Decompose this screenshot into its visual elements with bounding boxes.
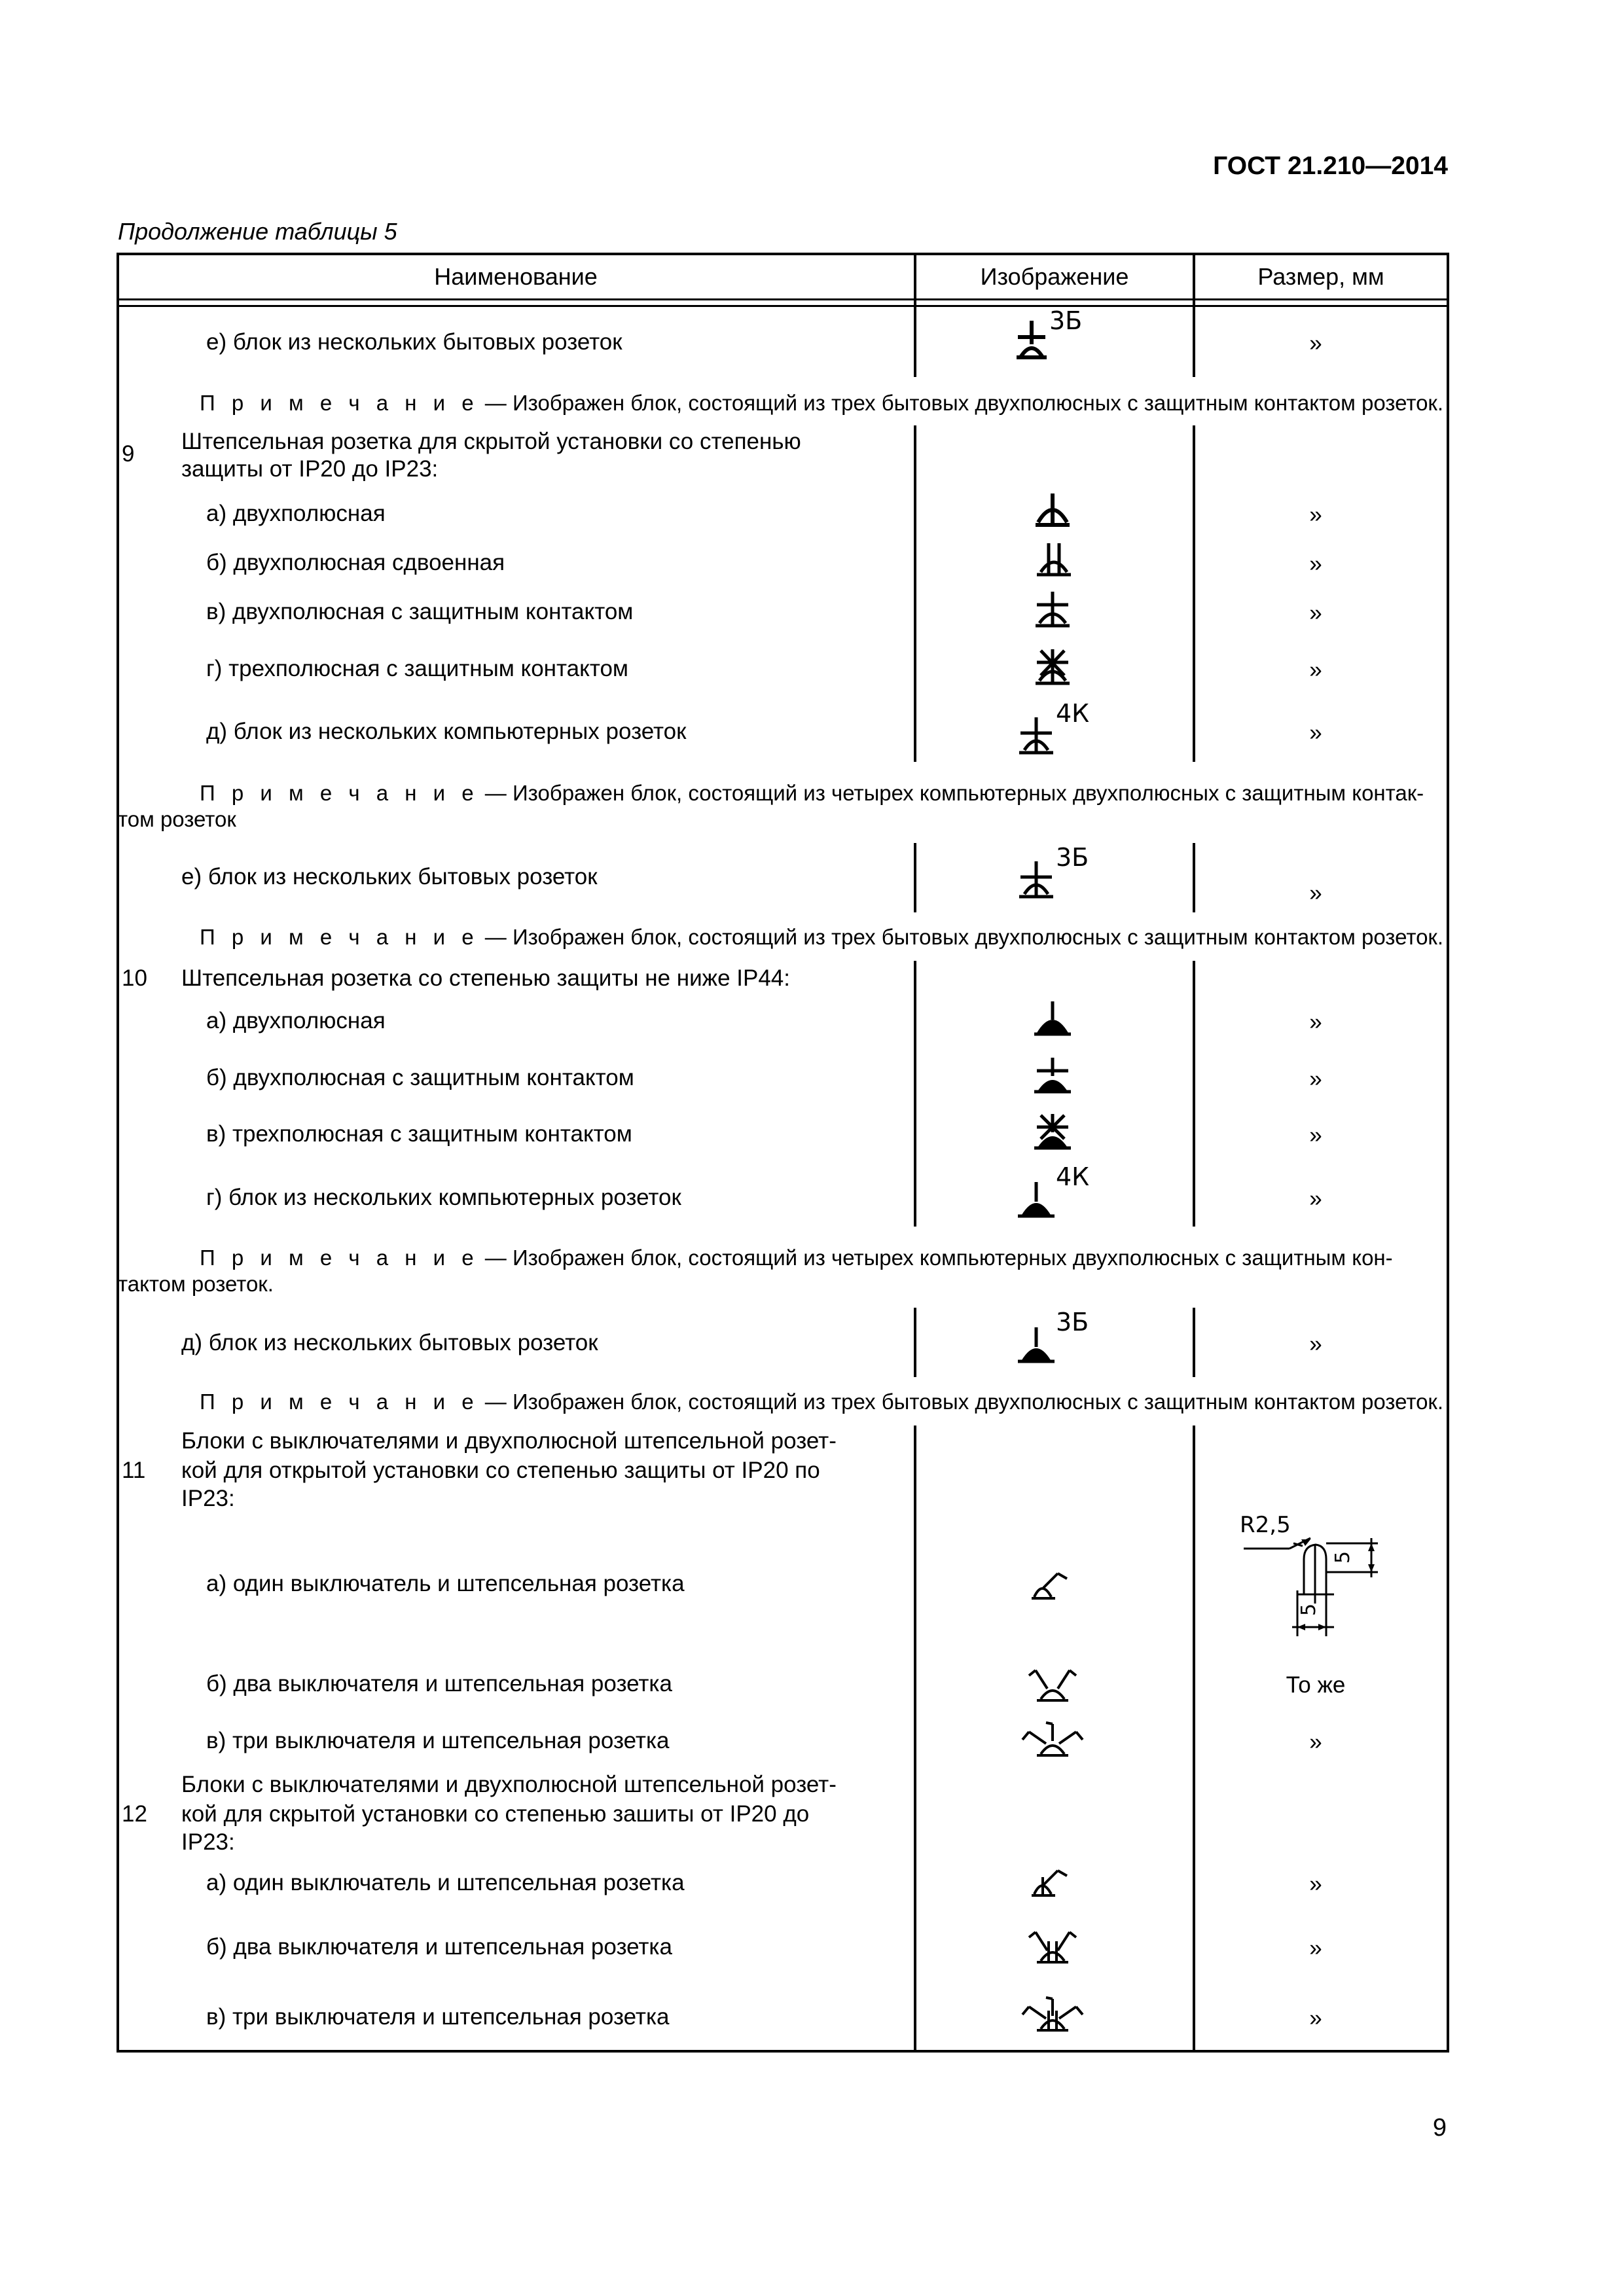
- note: [200, 1245, 1393, 1271]
- row-title: Штепсельная розетка со степенью защиты не ниже IP44:: [181, 965, 790, 991]
- header-size: Размер, мм: [1257, 263, 1384, 290]
- col-divider: [914, 961, 916, 1227]
- symbol-label: 3Б: [1056, 843, 1089, 872]
- dim-width: 5: [1297, 1603, 1321, 1617]
- row-title: IP23:: [181, 1829, 235, 1855]
- ditto-mark: »: [1309, 657, 1322, 683]
- ditto-mark: »: [1309, 2005, 1322, 2031]
- symbol-label: 3Б: [1056, 1308, 1089, 1336]
- socket-concealed-3pole-icon: [1033, 648, 1072, 687]
- note: [200, 924, 1443, 950]
- ditto-mark: »: [1309, 600, 1322, 626]
- ditto-mark: »: [1309, 1935, 1322, 1961]
- symbol-label: 3Б: [1049, 306, 1083, 335]
- row-text: а) двухполюсная: [206, 501, 386, 526]
- switch-socket-concealed-2-icon: [1026, 1924, 1079, 1966]
- table-left-border: [117, 253, 119, 2053]
- symbol-label: 4К: [1056, 699, 1090, 728]
- note-lead: П р и м е ч а н и е: [200, 1390, 479, 1414]
- ditto-mark: »: [1309, 1122, 1322, 1148]
- socket-concealed-ground-icon: [1033, 590, 1072, 630]
- col-divider: [1193, 425, 1195, 762]
- symbol-label: 4К: [1056, 1162, 1090, 1191]
- ditto-mark: »: [1309, 1331, 1322, 1357]
- row-text: е) блок из нескольких бытовых розеток: [181, 864, 598, 889]
- ditto-mark: »: [1309, 551, 1322, 577]
- note-text: — Изображен блок, состоящий из трех бытовых двухполюсных с защитным контактом розеток.: [478, 925, 1444, 949]
- socket-ip44-block-household-icon: [1017, 1308, 1108, 1367]
- dimension-drawing: [1237, 1512, 1401, 1643]
- ditto-mark: »: [1309, 720, 1322, 745]
- ditto-mark: »: [1309, 1009, 1322, 1035]
- page-number: 9: [1432, 2114, 1447, 2142]
- same-label: То же: [1286, 1672, 1346, 1698]
- row-text: б) двухполюсная с защитным контактом: [206, 1065, 634, 1090]
- row-text: а) один выключатель и штепсельная розетка: [206, 1571, 685, 1596]
- note: [200, 390, 1443, 416]
- col-divider: [914, 1308, 916, 1377]
- row-text: а) один выключатель и штепсельная розетка: [206, 1870, 685, 1895]
- ditto-mark: »: [1309, 1186, 1322, 1211]
- row-text: в) двухполюсная с защитным контактом: [206, 599, 634, 624]
- row-text: г) блок из нескольких компьютерных розеток: [206, 1185, 681, 1210]
- row-text: в) три выключателя и штепсельная розетка: [206, 1728, 670, 1753]
- socket-block-computer-icon: [1017, 699, 1108, 758]
- doc-code: ГОСТ 21.210—2014: [1213, 152, 1448, 180]
- note-continuation: том розеток: [118, 807, 236, 831]
- row-number: 12: [122, 1801, 147, 1827]
- ditto-mark: »: [1309, 331, 1322, 356]
- note: [200, 780, 1424, 806]
- dim-radius: R2,5: [1240, 1512, 1291, 1538]
- note-text: — Изображен блок, состоящий из трех бытовых двухполюсных с защитным контактом розеток.: [478, 1390, 1444, 1414]
- note-continuation: тактом розеток.: [118, 1272, 274, 1296]
- switch-socket-2-icon: [1026, 1662, 1079, 1704]
- switch-socket-3-icon: [1020, 1717, 1085, 1759]
- socket-ip44-2pole-icon: [1033, 1000, 1072, 1039]
- header-name: Наименование: [434, 263, 598, 290]
- note-lead: П р и м е ч а н и е: [200, 1246, 479, 1270]
- socket-ip44-3pole-icon: [1033, 1113, 1072, 1152]
- socket-block-household-icon: [1011, 308, 1103, 367]
- ditto-mark: »: [1309, 1066, 1322, 1092]
- row-number: 11: [122, 1458, 146, 1483]
- socket-ip44-ground-icon: [1033, 1056, 1072, 1096]
- row-text: д) блок из нескольких бытовых розеток: [181, 1330, 598, 1355]
- row-title: Штепсельная розетка для скрытой установки со степенью: [181, 429, 801, 454]
- note-text: — Изображен блок, состоящий из четырех компьютерных двухполюсных с защитным контак-: [478, 781, 1424, 805]
- header-separator-2: [117, 305, 1449, 307]
- note-text: — Изображен блок, состоящий из трех бытовых двухполюсных с защитным контактом розеток.: [478, 391, 1444, 415]
- dim-height: 5: [1331, 1551, 1355, 1564]
- switch-socket-concealed-3-icon: [1020, 1992, 1085, 2034]
- row-title: защиты от IP20 до IP23:: [181, 456, 439, 482]
- row-text: е) блок из нескольких бытовых розеток: [206, 329, 623, 355]
- row-text: в) три выключателя и штепсельная розетка: [206, 2004, 670, 2030]
- note: [200, 1389, 1443, 1415]
- table-bottom-border: [117, 2050, 1449, 2053]
- row-text: б) два выключателя и штепсельная розетка: [206, 1934, 672, 1960]
- row-text: а) двухполюсная: [206, 1008, 386, 1033]
- col-divider: [914, 843, 916, 912]
- ditto-mark: »: [1309, 1871, 1322, 1897]
- header-separator: [117, 298, 1449, 300]
- row-title: кой для открытой установки со степенью защиты от IP20 по: [181, 1458, 820, 1483]
- row-text: д) блок из нескольких компьютерных розеток: [206, 719, 687, 744]
- table-right-border: [1447, 253, 1449, 2053]
- row-text: б) двухполюсная сдвоенная: [206, 550, 505, 575]
- ditto-mark: »: [1309, 880, 1322, 906]
- socket-concealed-2pole-icon: [1033, 491, 1072, 530]
- ditto-mark: »: [1309, 1729, 1322, 1755]
- row-title: IP23:: [181, 1486, 235, 1511]
- socket-ip44-block-computer-icon: [1017, 1162, 1108, 1221]
- col-divider: [914, 425, 916, 762]
- row-text: б) два выключателя и штепсельная розетка: [206, 1671, 672, 1696]
- row-number: 9: [122, 441, 135, 467]
- header-image: Изображение: [980, 263, 1129, 290]
- note-lead: П р и м е ч а н и е: [200, 781, 479, 805]
- table-caption: Продолжение таблицы 5: [118, 218, 397, 245]
- row-text: г) трехполюсная с защитным контактом: [206, 656, 628, 681]
- socket-block-household-icon: [1017, 843, 1108, 902]
- col-divider: [914, 1426, 916, 2053]
- row-title: кой для скрытой установки со степенью зашиты от IP20 до: [181, 1801, 810, 1827]
- row-title: Блоки с выключателями и двухполюсной штепсельной розет-: [181, 1772, 837, 1797]
- socket-concealed-double-icon: [1034, 541, 1074, 580]
- row-number: 10: [122, 965, 147, 991]
- row-title: Блоки с выключателями и двухполюсной штепсельной розет-: [181, 1428, 837, 1454]
- col-divider: [914, 308, 916, 377]
- switch-socket-1-icon: [1029, 1564, 1075, 1604]
- table-top-border: [117, 253, 1449, 255]
- row-text: в) трехполюсная с защитным контактом: [206, 1121, 632, 1147]
- note-lead: П р и м е ч а н и е: [200, 391, 479, 415]
- note-lead: П р и м е ч а н и е: [200, 925, 479, 949]
- note-text: — Изображен блок, состоящий из четырех компьютерных двухполюсных с защитным кон-: [478, 1246, 1393, 1270]
- switch-socket-concealed-1-icon: [1029, 1861, 1075, 1901]
- ditto-mark: »: [1309, 502, 1322, 528]
